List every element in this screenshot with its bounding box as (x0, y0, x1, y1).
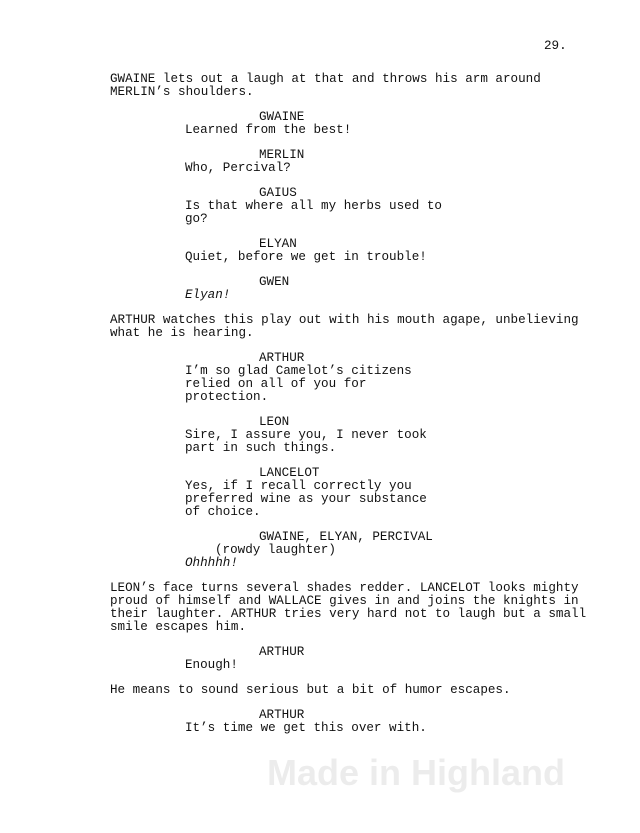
dialogue-line: I’m so glad Camelot’s citizens (185, 364, 412, 378)
character-name: GWAINE, ELYAN, PERCIVAL (259, 530, 433, 544)
character-name: ARTHUR (259, 708, 305, 722)
character-name: MERLIN (259, 148, 305, 162)
action-line: their laughter. ARTHUR tries very hard not to laugh but a small (110, 607, 587, 621)
dialogue-line: Yes, if I recall correctly you (185, 479, 412, 493)
action-line: what he is hearing. (110, 326, 254, 340)
dialogue-line: of choice. (185, 505, 261, 519)
action-line: proud of himself and WALLACE gives in and joins the knights in (110, 594, 579, 608)
dialogue-line: It’s time we get this over with. (185, 721, 427, 735)
character-name: LEON (259, 415, 290, 429)
action-line: smile escapes him. (110, 620, 247, 634)
character-name: ARTHUR (259, 645, 305, 659)
dialogue-line: Quiet, before we get in trouble! (185, 250, 427, 264)
character-name: GWAINE (259, 110, 305, 124)
dialogue-line: Who, Percival? (185, 161, 291, 175)
dialogue-line: protection. (185, 390, 269, 404)
character-name: ELYAN (259, 237, 297, 251)
action-line: GWAINE lets out a laugh at that and throws his arm around (110, 72, 541, 86)
parenthetical: (rowdy laughter) (215, 543, 336, 557)
character-name: GAIUS (259, 186, 297, 200)
watermark: Made in Highland (267, 752, 566, 793)
dialogue-line: go? (185, 212, 208, 226)
dialogue-line: Is that where all my herbs used to (185, 199, 442, 213)
character-name: ARTHUR (259, 351, 305, 365)
dialogue-line: part in such things. (185, 441, 337, 455)
dialogue-line: Enough! (185, 658, 238, 672)
dialogue-line: relied on all of you for (185, 377, 367, 391)
action-line: MERLIN’s shoulders. (110, 85, 254, 99)
character-name: GWEN (259, 275, 290, 289)
action-line: LEON’s face turns several shades redder. LANCELOT looks mighty (110, 581, 579, 595)
dialogue-line: Sire, I assure you, I never took (185, 428, 427, 442)
dialogue-line: Learned from the best! (185, 123, 352, 137)
dialogue-line: Elyan! (185, 288, 231, 302)
dialogue-line: preferred wine as your substance (185, 492, 427, 506)
action-line: He means to sound serious but a bit of humor escapes. (110, 683, 511, 697)
action-line: ARTHUR watches this play out with his mouth agape, unbelieving (110, 313, 579, 327)
dialogue-line: Ohhhhh! (185, 556, 238, 570)
page-number: 29. (544, 39, 567, 53)
character-name: LANCELOT (259, 466, 320, 480)
